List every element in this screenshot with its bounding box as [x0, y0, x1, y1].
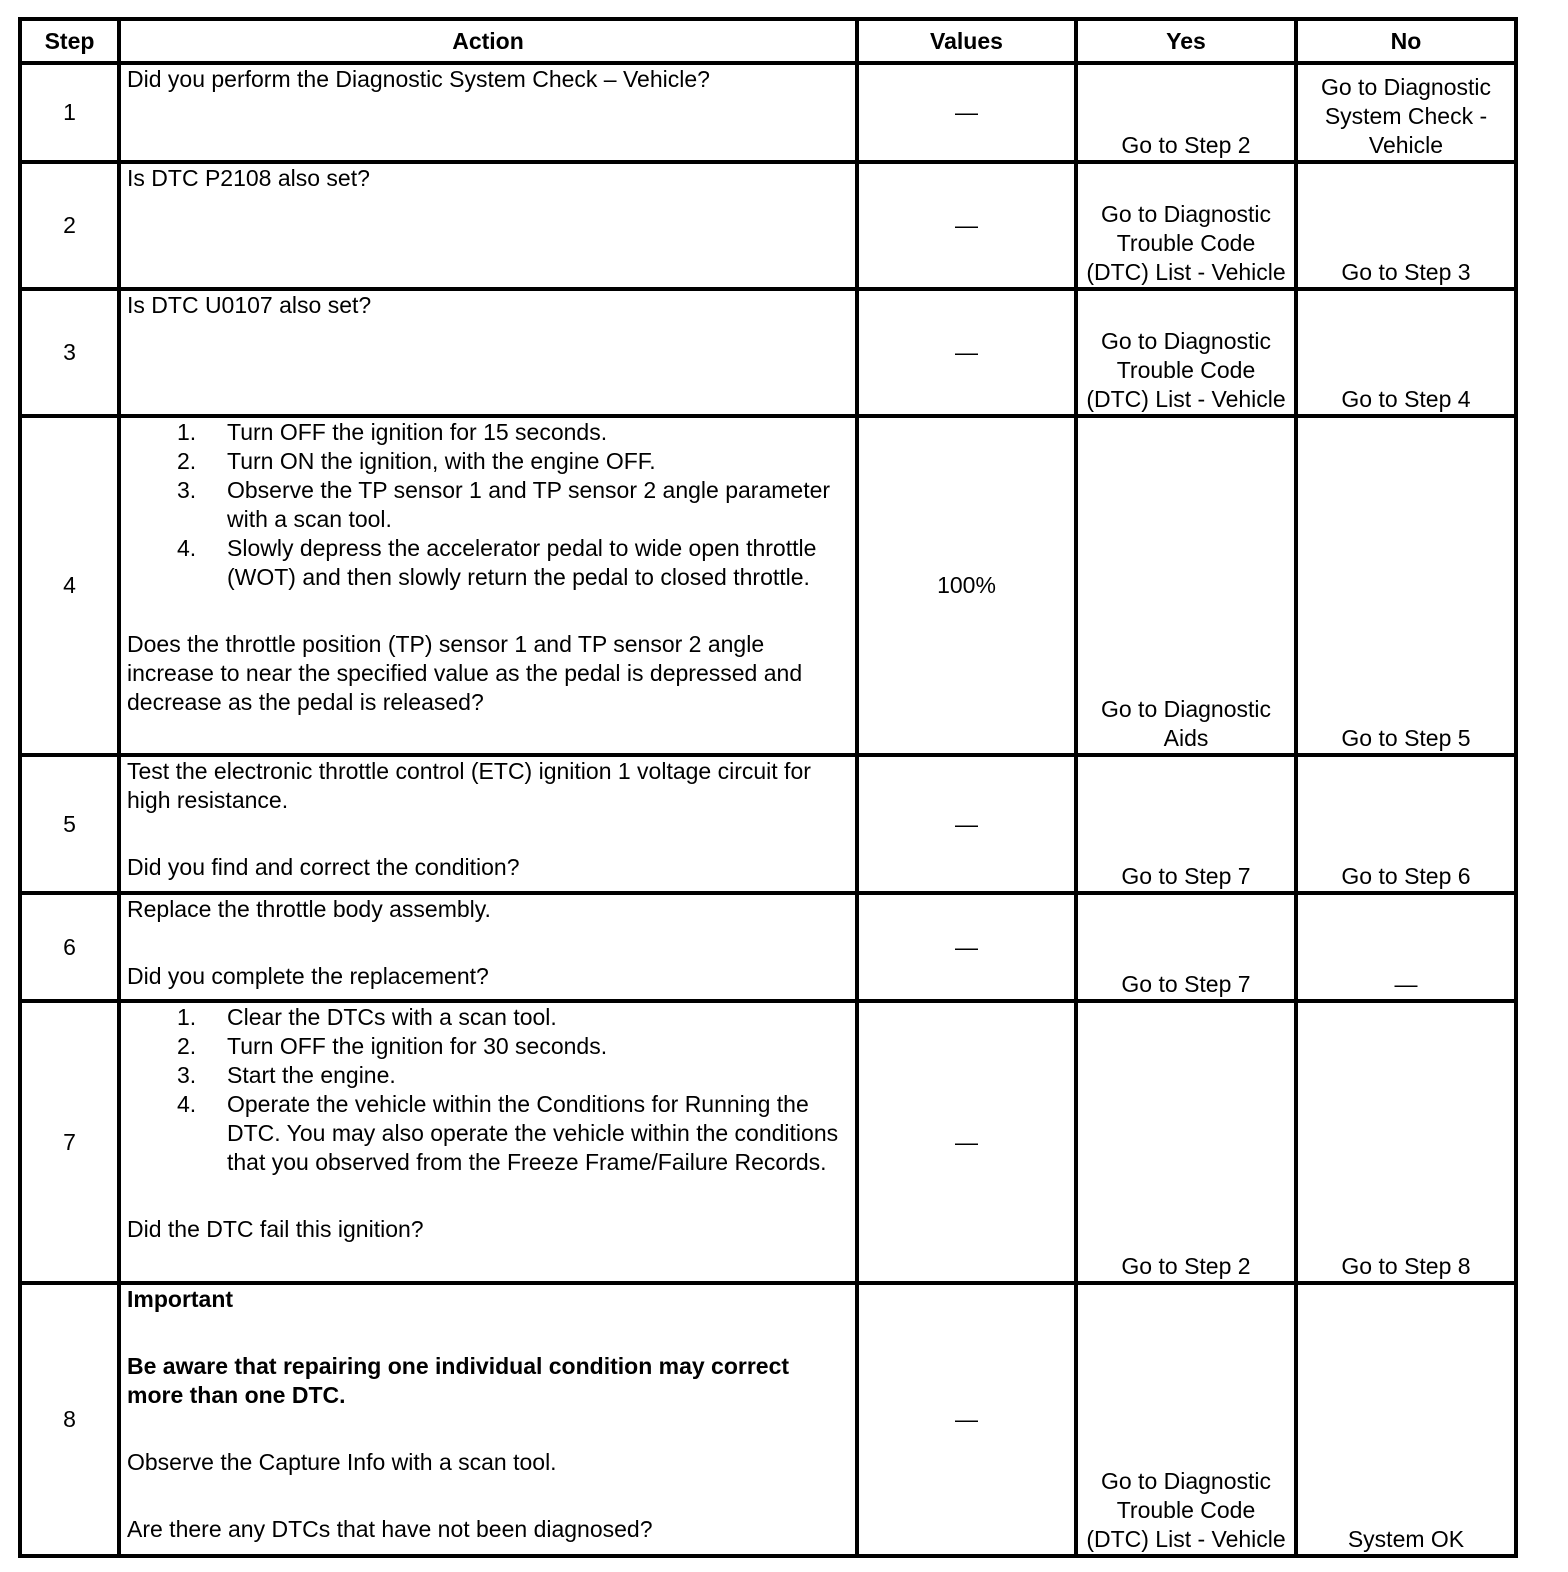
- action-cell: [119, 1283, 857, 1556]
- list-item: 1. Turn OFF the ignition for 15 seconds.: [177, 419, 608, 445]
- value-cell: —: [857, 162, 1076, 289]
- diagnostic-table: [18, 17, 1518, 1558]
- step-number: 5: [20, 755, 119, 893]
- yes-cell: Go to Step 7: [1076, 893, 1296, 1001]
- action-cell: [119, 1001, 857, 1283]
- yes-cell: Go to Diagnostic Aids: [1076, 416, 1296, 755]
- step-number: 1: [20, 63, 119, 162]
- list-item: 2. Turn OFF the ignition for 30 seconds.: [177, 1033, 608, 1059]
- table-row: [20, 162, 1516, 289]
- header-values: Values: [857, 19, 1076, 63]
- yes-cell: Go to Diagnostic Trouble Code (DTC) List - Vehicle: [1076, 1283, 1296, 1556]
- step-number: 3: [20, 289, 119, 416]
- value-cell: —: [857, 1001, 1076, 1283]
- no-cell: Go to Step 4: [1296, 289, 1516, 416]
- header-yes: Yes: [1076, 19, 1296, 63]
- action-question: Did you perform the Diagnostic System Check – Vehicle?: [127, 66, 710, 92]
- action-cell: [119, 416, 857, 755]
- value-cell: —: [857, 893, 1076, 1001]
- procedure-list: [127, 1003, 849, 1177]
- no-cell: Go to Diagnostic System Check - Vehicle: [1296, 63, 1516, 162]
- yes-cell: Go to Diagnostic Trouble Code (DTC) List - Vehicle: [1076, 162, 1296, 289]
- list-item: 4. Slowly depress the accelerator pedal to wide open throttle (WOT) and then slowly return the pedal to closed throttle.: [177, 535, 817, 590]
- step-number: 8: [20, 1283, 119, 1556]
- action-question: Did the DTC fail this ignition?: [127, 1216, 424, 1242]
- action-cell: [119, 162, 857, 289]
- no-cell: Go to Step 6: [1296, 755, 1516, 893]
- list-item: 1. Clear the DTCs with a scan tool.: [177, 1004, 557, 1030]
- step-number: 2: [20, 162, 119, 289]
- no-cell: Go to Step 8: [1296, 1001, 1516, 1283]
- list-item: 3. Start the engine.: [177, 1062, 396, 1088]
- no-cell: Go to Step 3: [1296, 162, 1516, 289]
- header-action: Action: [119, 19, 857, 63]
- value-cell: —: [857, 1283, 1076, 1556]
- yes-cell: Go to Step 7: [1076, 755, 1296, 893]
- action-text: Observe the Capture Info with a scan tool.: [127, 1449, 557, 1475]
- action-cell: [119, 755, 857, 893]
- header-row: [20, 19, 1516, 63]
- action-question: Is DTC U0107 also set?: [127, 292, 372, 318]
- table-row: [20, 1001, 1516, 1283]
- table-row: [20, 893, 1516, 1001]
- step-number: 7: [20, 1001, 119, 1283]
- action-question: Did you find and correct the condition?: [127, 854, 520, 880]
- action-question: Does the throttle position (TP) sensor 1 and TP sensor 2 angle increase to near the specified value as the pedal is depressed and decrease as the pedal is released?: [127, 631, 803, 715]
- table-row: [20, 416, 1516, 755]
- value-cell: 100%: [857, 416, 1076, 755]
- header-step: Step: [20, 19, 119, 63]
- table-row: [20, 755, 1516, 893]
- procedure-list: [127, 418, 849, 592]
- action-question: Are there any DTCs that have not been diagnosed?: [127, 1516, 653, 1542]
- action-cell: [119, 63, 857, 162]
- action-question: Is DTC P2108 also set?: [127, 165, 370, 191]
- important-title: Important: [127, 1286, 234, 1312]
- action-cell: [119, 289, 857, 416]
- list-item: 3. Observe the TP sensor 1 and TP sensor 2 angle parameter with a scan tool.: [177, 477, 831, 532]
- yes-cell: Go to Step 2: [1076, 1001, 1296, 1283]
- header-no: No: [1296, 19, 1516, 63]
- table-row: [20, 63, 1516, 162]
- step-number: 6: [20, 893, 119, 1001]
- step-number: 4: [20, 416, 119, 755]
- action-text: Test the electronic throttle control (ETC) ignition 1 voltage circuit for high resistance.: [127, 758, 811, 813]
- table-row: [20, 289, 1516, 416]
- action-question: Did you complete the replacement?: [127, 963, 489, 989]
- action-cell: [119, 893, 857, 1001]
- action-text: Replace the throttle body assembly.: [127, 896, 491, 922]
- list-item: 2. Turn ON the ignition, with the engine OFF.: [177, 448, 656, 474]
- value-cell: —: [857, 289, 1076, 416]
- yes-cell: Go to Step 2: [1076, 63, 1296, 162]
- value-cell: —: [857, 63, 1076, 162]
- no-cell: Go to Step 5: [1296, 416, 1516, 755]
- yes-cell: Go to Diagnostic Trouble Code (DTC) List - Vehicle: [1076, 289, 1296, 416]
- important-text: Be aware that repairing one individual condition may correct more than one DTC.: [127, 1353, 790, 1408]
- list-item: 4. Operate the vehicle within the Conditions for Running the DTC. You may also operate the vehicle within the conditions that you observed from the Freeze Frame/Failure Records.: [177, 1091, 839, 1175]
- no-cell: System OK: [1296, 1283, 1516, 1556]
- no-cell: —: [1296, 893, 1516, 1001]
- value-cell: —: [857, 755, 1076, 893]
- table-row: [20, 1283, 1516, 1556]
